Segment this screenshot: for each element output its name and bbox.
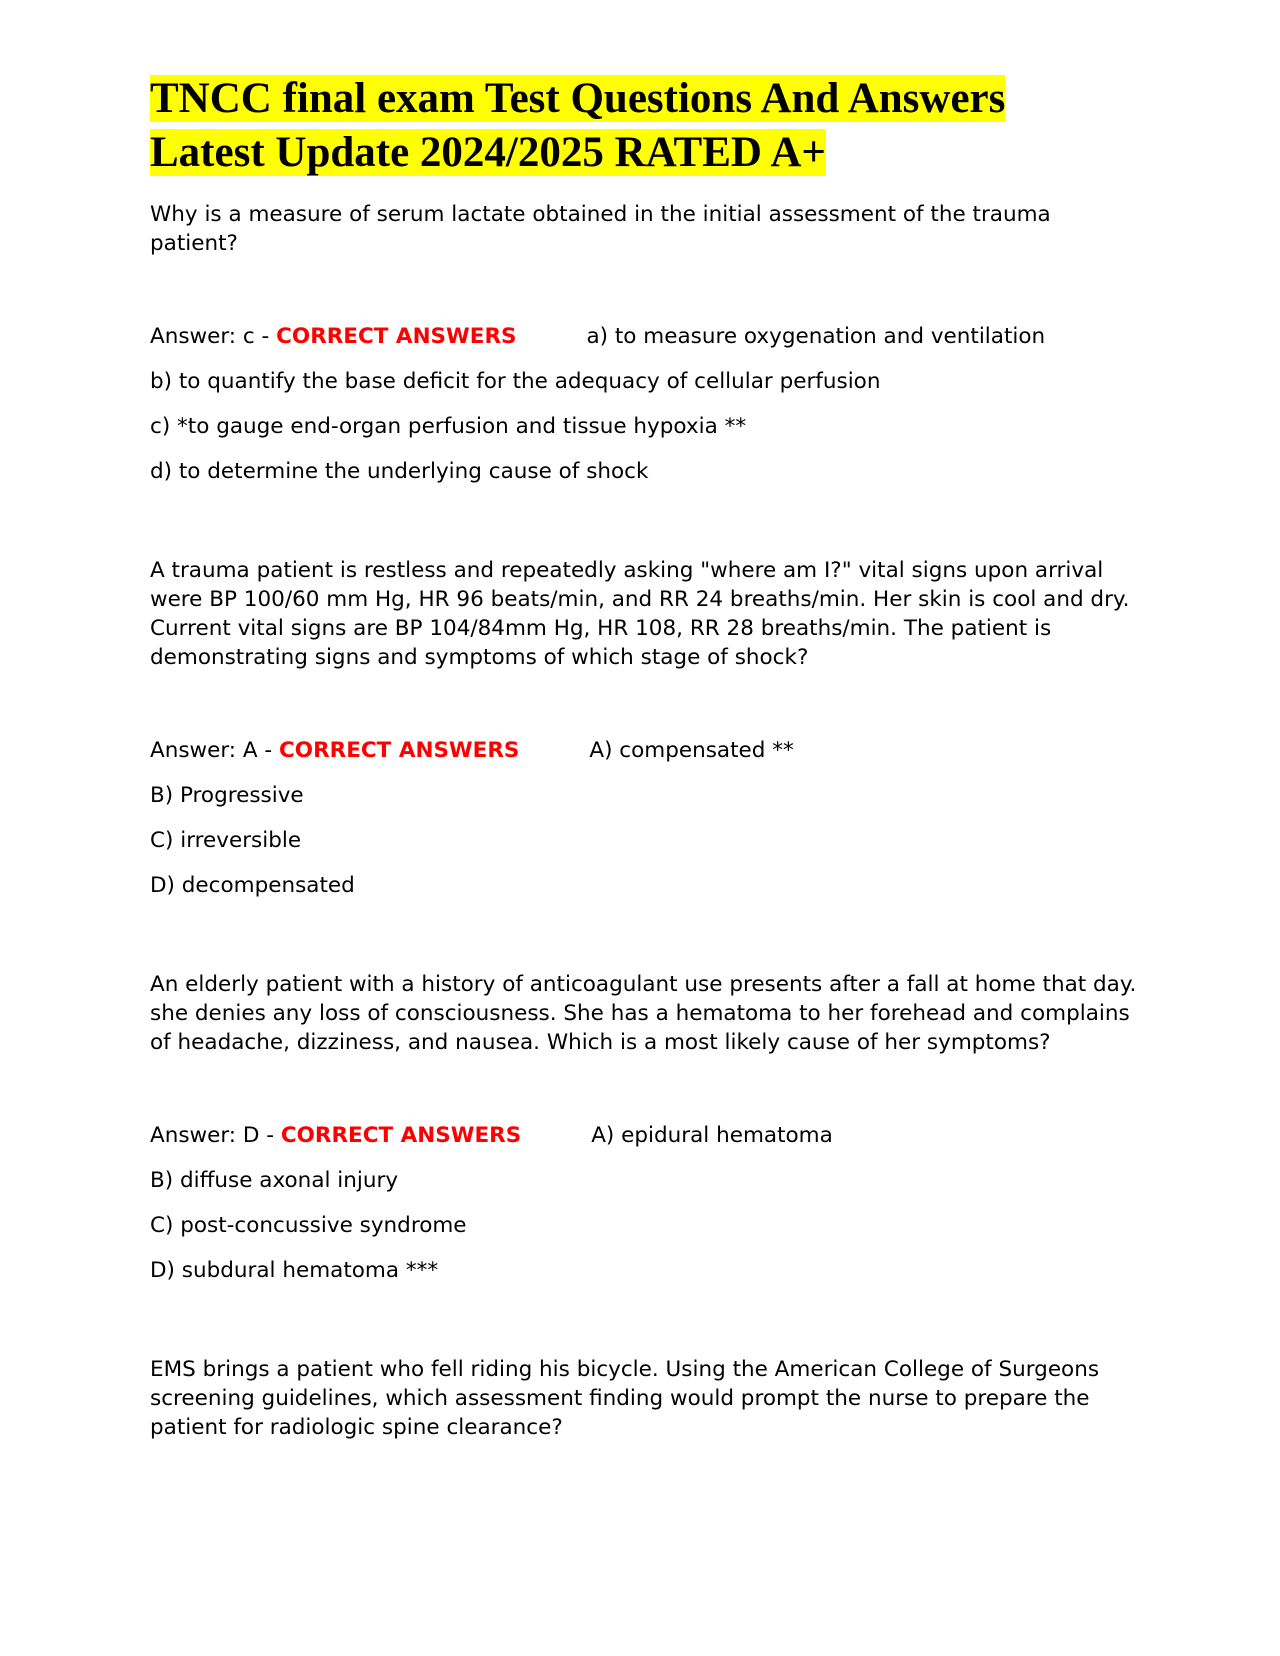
answer-line [150,322,1140,351]
option-c: C) irreversible [150,828,302,853]
correct-answers-tag: CORRECT ANSWERS [280,1123,522,1148]
option-a: A) epidural hematoma [591,1123,833,1148]
option-d: d) to determine the underlying cause of shock [150,459,649,484]
option-d: D) subdural hematoma *** [150,1258,439,1283]
option-c: c) *to gauge end-organ perfusion and tissue hypoxia ** [150,414,747,439]
question-text: A trauma patient is restless and repeatedly asking "where am I?" vital signs upon arrival were BP 100/60 mm Hg, HR 96 beats/min, and RR 24 breaths/min. Her skin is cool and dry. Current vital signs are BP 104/84mm Hg, HR 108, RR 28 breaths/min. The patient is demonstrating signs and symptoms of which stage of shock? [150,558,1130,670]
question-block-1 [150,200,1140,486]
option-b: B) diffuse axonal injury [150,1168,399,1193]
option-b: b) to quantify the base deficit for the adequacy of cellular perfusion [150,369,881,394]
option-d: D) decompensated [150,873,355,898]
option-a: a) to measure oxygenation and ventilation [586,324,1046,349]
question-block-3 [150,970,1140,1285]
title-line-1: TNCC final exam Test Questions And Answers [150,75,1006,122]
question-text: EMS brings a patient who fell riding his bicycle. Using the American College of Surgeons screening guidelines, which assessment finding would prompt the nurse to prepare the patient for radiologic spine clearance? [150,1357,1100,1440]
answer-line [150,1121,1140,1150]
option-a: A) compensated ** [589,738,794,763]
document-page [150,72,1140,1512]
answer-prefix: Answer: D - [150,1123,281,1148]
answer-line [150,736,1140,765]
title-line-2: Latest Update 2024/2025 RATED A+ [150,129,826,176]
correct-answers-tag: CORRECT ANSWERS [276,324,517,349]
question-block-4 [150,1355,1140,1442]
option-b: B) Progressive [150,783,304,808]
question-text: Why is a measure of serum lactate obtained in the initial assessment of the trauma patient? [150,202,1051,256]
document-title [150,72,1140,180]
question-block-2 [150,556,1140,900]
correct-answers-tag: CORRECT ANSWERS [279,738,520,763]
option-c: C) post-concussive syndrome [150,1213,467,1238]
answer-prefix: Answer: c - [150,324,277,349]
answer-prefix: Answer: A - [150,738,280,763]
question-text: An elderly patient with a history of anticoagulant use presents after a fall at home that day. she denies any loss of consciousness. She has a hematoma to her forehead and complains of headache, dizziness, and nausea. Which is a most likely cause of her symptoms? [150,972,1137,1055]
